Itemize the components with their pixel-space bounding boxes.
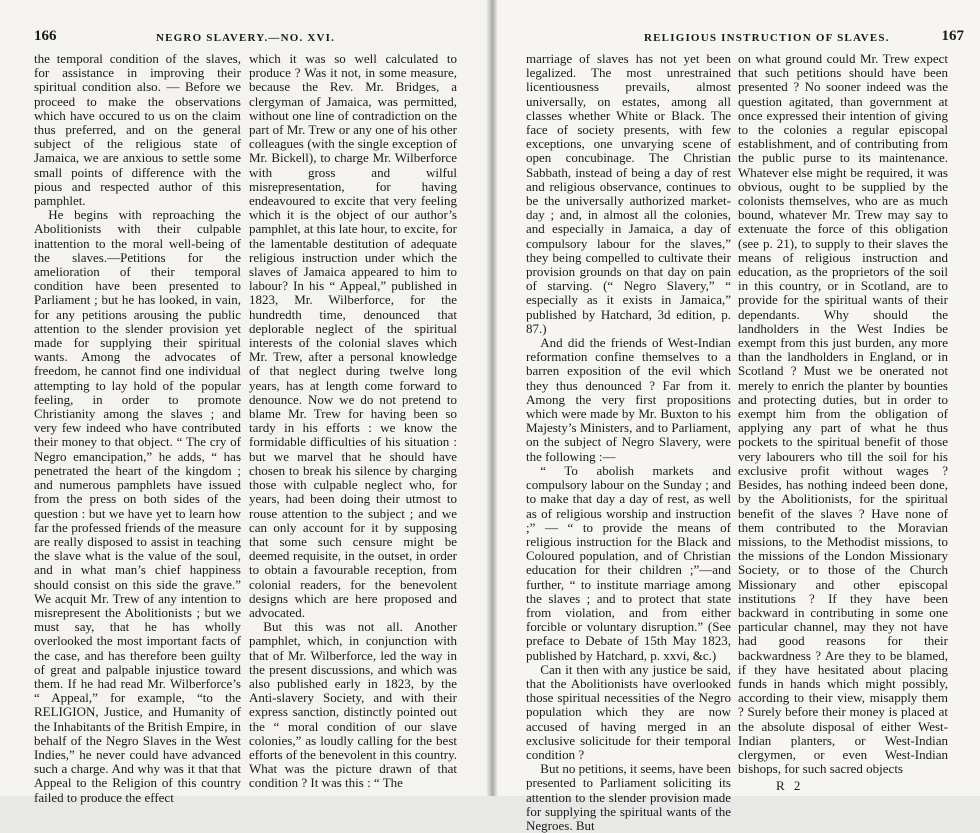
paragraph: He begins with reproaching the Abolitionists with their culpable inattention to the moral well-being of the slaves.—Petitions for the amelioration of their temporal condition have been presented to Parliament ; but he has looked, in vain, for any petitions arousing the public attention to the slender provision yet made for supplying their spiritual wants. Among the advocates of freedom, he cannot find one individual attempting to lay hold of the popular feeling, in order to promote Christianity among the slaves ; and very few indeed who have contributed their money to that object. “ The cry of Negro emancipation,” he adds, “ has penetrated the heart of the kingdom ; and numerous pamphlets have issued from the press on both sides of the question : but we have yet to learn how far the professed friends of the measure are really disposed to assist in teaching the slave what is the value of the soul, and in what man’s chief happiness should consist on this side the grave.” We acquit Mr. Trew of any intention to misrepresent the Abolitionists ; but we must say, that he has wholly overlooked the most important facts of the case, and has therefore been guilty of great and palpable injustice toward them. If he had read Mr. Wilberforce’s “ Appeal,” for example, “to the RELIGION, Justice, and Humanity of the Inhabitants of the British Empire, in behalf of the Negro Slaves in the West Indies,” he never could have advanced such a charge. And why was it that that Appeal to the Religion of this country failed to produce the effect [34, 207, 241, 805]
paragraph: But no petitions, it seems, have been presented to Parliament soliciting its attention to the slender provision made for supplying the spiritual wants of the Negroes. But [526, 761, 731, 833]
paragraph: the temporal condition of the slaves, for assistance in improving their spiritual condition also. — Before we proceed to make the observations which have occured to us on the claim thus preferred, and on the general subject of the religious state of Jamaica, we are anxious to settle some small points of difference with the pious and respected author of this pamphlet. [34, 51, 241, 209]
book-gutter [486, 0, 498, 796]
paragraph: marriage of slaves has not yet been legalized. The most unrestrained licentiousness prevails, almost universally, on estates, among all classes whether White or Black. The face of society presents, with few exceptions, one unvarying scene of open concubinage. The Christian Sabbath, instead of being a day of rest and religious observance, continues to be the universally authorized market-day ; and, in almost all the colonies, and especially in Jamaica, a day of compulsory labour for the slaves,” they being compelled to cultivate their provision grounds on that day on pain of starving. (“ Negro Slavery,” “ especially as it exists in Jamaica,” published by Hatchard, 3d edition, p. 87.) [526, 51, 731, 336]
right-running-head [526, 30, 964, 48]
paragraph: And did the friends of West-Indian reformation confine themselves to a barren exposition of the evil which they thus denounced ? Far from it. Among the very first propositions which were made by Mr. Buxton to his Majesty’s Ministers, and to Parliament, on the subject of Negro Slavery, were the following :— [526, 335, 731, 464]
paragraph: which it was so well calculated to produce ? Was it not, in some measure, because the Rev. Mr. Bridges, a clergyman of Jamaica, was permitted, without one line of contradiction on the part of Mr. Trew or any one of his other colleagues (with the single exception of Mr. Bickell), to charge Mr. Wilberforce with gross and wilful misrepresentation, for having endeavoured to excite that very feeling which it is the object of our author’s pamphlet, at this late hour, to excite, for the lamentable destitution of adequate religious instruction under which the slaves of Jamaica appeared to him to labour? In his “ Appeal,” published in 1823, Mr. Wilberforce, for the hundredth time, denounced that deplorable neglect of the spiritual interests of the colonial slaves which Mr. Trew, after a personal knowledge of that neglect during twelve long years, has at length come forward to denounce. Now we do not pretend to blame Mr. Trew for having been so tardy in his efforts : we know the formidable difficulties of his situation : but we marvel that he should have chosen to break his silence by charging those with culpable neglect who, for years, had been doing their utmost to rouse attention to the subject ; and we can only account for it by supposing that some such censure might be deemed requisite, in the outset, in order to obtain a favourable reception, from colonial readers, for the benevolent designs which are here proposed and advocated. [249, 51, 457, 620]
right-running-title: RELIGIOUS INSTRUCTION OF SLAVES. [644, 32, 890, 44]
column-1 [34, 51, 241, 805]
column-2 [249, 52, 457, 792]
left-running-head [34, 30, 474, 48]
quoted-propositions: “ To abolish markets and compulsory labour on the Sunday ; and to make that day a day of rest, as well as of religious worship and instruction ;” — “ to provide the means of religious instruction for the Black and Coloured population, and of Christian education for their children ;”—and further, “ to institute marriage among the slaves ; and to protect that state from violation, and from either forcible or voluntary disruption.” (See preface to Debate of 15th May 1823, published by Hatchard, p. xxvi, &c.) [526, 462, 731, 663]
signature-mark: R 2 [776, 778, 804, 793]
paragraph: Can it then with any justice be said, that the Abolitionists have overlooked those spiritual necessities of the Negro population which they are now accused of having merged in an exclusive solicitude for their temporal condition ? [526, 661, 731, 762]
column-3 [526, 51, 731, 833]
paragraph: But this was not all. Another pamphlet, which, in conjunction with that of Mr. Wilberforce, led the way in the present discussions, and which was also published early in 1823, by the Anti-slavery Society, and with their express sanction, distinctly pointed out the “ moral condition of our slave colonies,” as loudly calling for the best efforts of the benevolent in this country. What was the picture drawn of that condition ? It was this : “ The [249, 619, 457, 791]
left-page-number: 166 [34, 28, 57, 44]
paragraph: on what ground could Mr. Trew expect that such petitions should have been presented ? No sooner indeed was the question agitated, than government at once expressed their intention of giving to the colonies a regular episcopal establishment, and of contributing from the public purse to its maintenance. Whatever else might be required, it was obvious, ought to be supplied by the colonists themselves, who are as much bound, whatever Mr. Trew may say to extenuate the force of this obligation (see p. 21), to supply to their slaves the means of religious instruction and education, as the proprietors of the soil in this country, or in Scotland, are to provide for the spiritual wants of their dependants. Why should the landholders in the West Indies be exempt from this just burden, any more than the landholders in England, or in Scotland ? Must we be onerated not merely to enrich the planter by bounties and protecting duties, but in order to exempt him from the obligation of applying any part of what he thus pockets to the spiritual benefit of those very labourers who till the soil for his exclusive profit without wages ? Besides, has nothing indeed been done, by the Abolitionists, for the spiritual benefit of the slaves ? Have none of them contributed to the Moravian missions, to the Methodist missions, to the missions of the London Missionary Society, or to those of the Church Missionary and other episcopal institutions ? If they have been backward in contributing in some one particular channel, may they not have had good reasons for their backwardness ? Are they to be blamed, if they have hesitated about placing funds in hands which might possibly, according to their view, misapply them ? Surely before their money is placed at the absolute disposal of either West-Indian planters, or West-Indian clergymen, or even West-Indian bishops, for such sacred objects [738, 51, 948, 777]
left-running-title: NEGRO SLAVERY.—NO. XVI. [156, 32, 336, 44]
right-page-number: 167 [941, 28, 964, 44]
column-4 [738, 52, 948, 792]
